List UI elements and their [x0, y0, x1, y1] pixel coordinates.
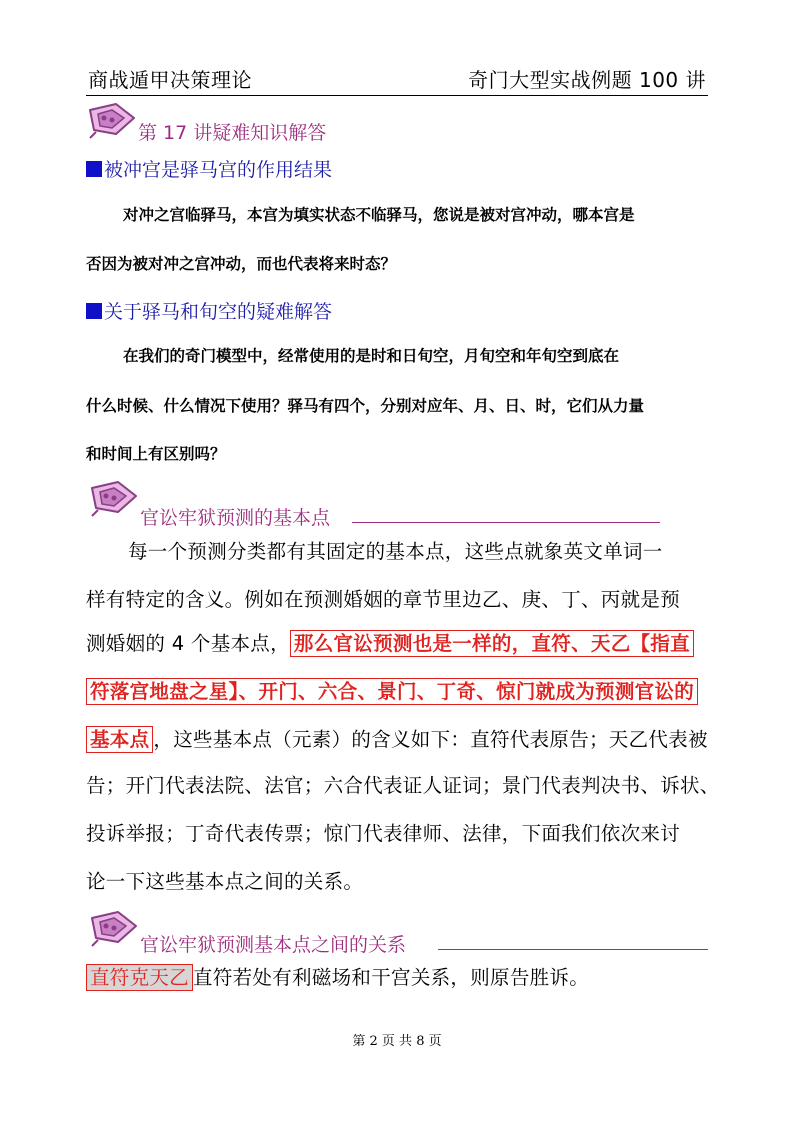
section2-line-3: 和时间上有区别吗？ — [86, 445, 226, 463]
header-right-title: 奇门大型实战例题 100 讲 — [468, 68, 706, 92]
lecture-title: 第 17 讲疑难知识解答 — [138, 122, 327, 144]
pencil-icon — [88, 908, 140, 948]
highlight-box-3: 基本点 — [86, 726, 153, 753]
section4-line: 直符克天乙 直符若处有利磁场和干宫关系，则原告胜诉。 — [86, 962, 589, 990]
section3-title: 官讼牢狱预测的基本点 — [140, 507, 331, 529]
section3-para-line-7: 投诉举报；丁奇代表传票；惊门代表律师、法律，下面我们依次来讨 — [86, 822, 681, 845]
highlight-box-2: 符落宫地盘之星】、开门、六合、景门、丁奇、惊门就成为预测官讼的 — [86, 678, 698, 705]
highlight-box-4: 直符克天乙 — [86, 964, 193, 991]
square-bullet-icon — [86, 303, 102, 319]
header-rule — [86, 95, 708, 96]
section4-title: 官讼牢狱预测基本点之间的关系 — [140, 934, 407, 956]
pencil-icon — [88, 478, 140, 518]
page-number: 第 2 页 共 8 页 — [352, 1034, 442, 1049]
section3-para-line-3: 测婚姻的 4 个基本点， 那么官讼预测也是一样的，直符、天乙【指直 — [86, 628, 694, 656]
section3-para-line-6: 告；开门代表法院、法官；六合代表证人证词；景门代表判决书、诉状、 — [86, 774, 720, 797]
section1-heading: 被冲宫是驿马宫的作用结果 — [86, 155, 332, 182]
section2-line-1: 在我们的奇门模型中，经常使用的是时和日旬空，月旬空和年旬空到底在 — [123, 347, 620, 365]
section2-heading: 关于驿马和旬空的疑难解答 — [86, 297, 332, 324]
section3-para-line-1: 每一个预测分类都有其固定的基本点，这些点就象英文单词一 — [128, 540, 663, 563]
section3-para-line-4 — [86, 676, 698, 704]
pencil-icon — [86, 100, 138, 140]
section3-para-line-5: 基本点 ，这些基本点（元素）的含义如下：直符代表原告；天乙代表被 — [86, 724, 708, 752]
section3-para-line-8: 论一下这些基本点之间的关系。 — [86, 870, 364, 893]
section1-line-1: 对冲之宫临驿马，本宫为填实状态不临驿马，您说是被对宫冲动，哪本宫是 — [123, 206, 635, 224]
highlight-box-1: 那么官讼预测也是一样的，直符、天乙【指直 — [290, 630, 694, 657]
section4-title-underline — [438, 949, 708, 950]
section3-para-line-2: 样有特定的含义。例如在预测婚姻的章节里边乙、庚、丁、丙就是预 — [86, 588, 681, 611]
section3-title-underline — [352, 522, 660, 523]
header-left-title: 商战遁甲决策理论 — [88, 68, 252, 92]
square-bullet-icon — [86, 161, 102, 177]
section1-line-2: 否因为被对冲之宫冲动，而也代表将来时态？ — [86, 255, 397, 273]
section2-line-2: 什么时候、什么情况下使用？驿马有四个，分别对应年、月、日、时，它们从力量 — [86, 397, 645, 415]
